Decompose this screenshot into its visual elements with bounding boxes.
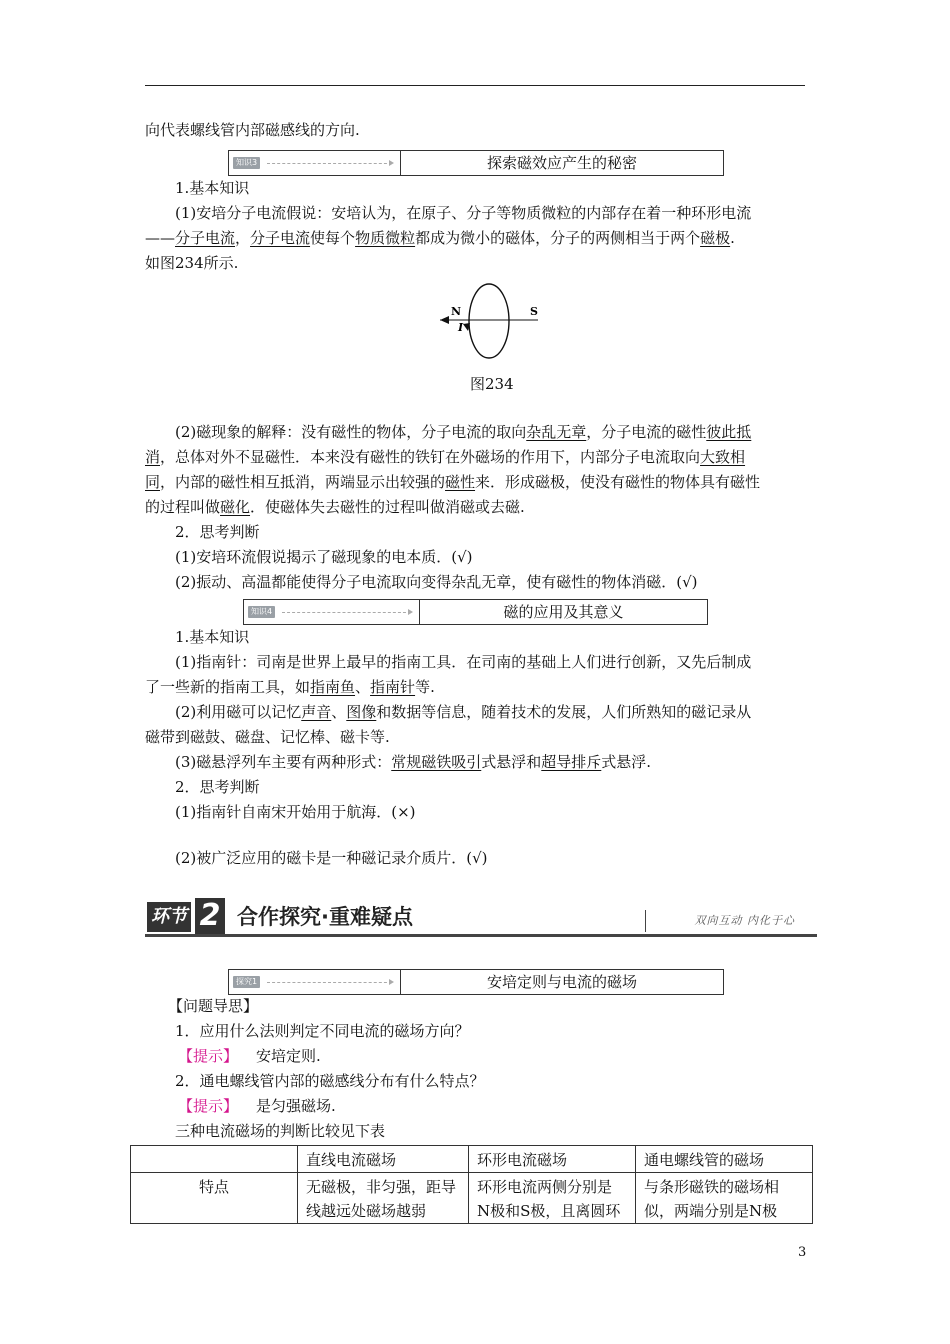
hint-label: 【提示】 bbox=[178, 1097, 239, 1115]
knowledge-box-4 bbox=[243, 599, 708, 625]
table-header-cell: 环形电流磁场 bbox=[469, 1146, 636, 1173]
page-number: 3 bbox=[798, 1245, 807, 1260]
paragraph-line bbox=[145, 677, 435, 697]
section-env-label: 环节 bbox=[147, 902, 191, 932]
answer-underline: 磁化 bbox=[220, 498, 251, 516]
section-rule bbox=[145, 934, 817, 937]
explore-box-1 bbox=[228, 969, 724, 995]
text: 式悬浮和 bbox=[481, 753, 542, 771]
knowledge-box-title: 探索磁效应产生的秘密 bbox=[486, 154, 637, 172]
answer-underline: 彼此抵 bbox=[706, 423, 752, 441]
hint-answer: 安培定则. bbox=[256, 1047, 321, 1065]
paragraph-line bbox=[175, 422, 751, 442]
paragraph-line: 磁带到磁鼓、磁盘、记忆棒、磁卡等. bbox=[145, 728, 390, 746]
text: (3)磁悬浮列车主要有两种形式： bbox=[175, 753, 392, 771]
text: (2)利用磁可以记忆 bbox=[175, 703, 302, 721]
cell-line: N极和S极，且离圆环 bbox=[477, 1202, 621, 1220]
question: 1．应用什么法则判定不同电流的磁场方向？ bbox=[175, 1022, 470, 1040]
text: 来．形成磁极，使没有磁性的物体具有磁性 bbox=[475, 473, 761, 491]
table-header-cell bbox=[131, 1146, 298, 1173]
table-header-cell: 直线电流磁场 bbox=[298, 1146, 469, 1173]
paragraph-line bbox=[145, 472, 760, 492]
table-intro: 三种电流磁场的判断比较见下表 bbox=[175, 1122, 386, 1140]
explore-box-title: 安培定则与电流的磁场 bbox=[486, 973, 637, 991]
heading-judgement: 2．思考判断 bbox=[175, 523, 260, 541]
text: —— bbox=[145, 229, 175, 247]
arrow-icon bbox=[267, 982, 392, 983]
text: ．使磁体失去磁性的过程叫做消磁或去磁. bbox=[250, 498, 525, 516]
figure-caption: 图234 bbox=[470, 375, 514, 393]
text: 式悬浮. bbox=[601, 753, 652, 771]
answer-underline: 杂乱无章 bbox=[526, 423, 587, 441]
text: 都成为微小的磁体，分子的两侧相当于两个 bbox=[415, 229, 701, 247]
hint-line bbox=[178, 1096, 336, 1116]
arrow-icon bbox=[267, 163, 392, 164]
arrow-icon bbox=[440, 316, 449, 324]
answer-underline: 分子电流 bbox=[250, 229, 311, 247]
north-label: N bbox=[451, 305, 462, 318]
knowledge-box-3 bbox=[228, 150, 724, 176]
knowledge-tag-cell bbox=[229, 151, 401, 175]
knowledge-tag-cell bbox=[244, 600, 420, 624]
cell-line: 似，两端分别是N极 bbox=[644, 1202, 778, 1220]
paragraph-line: (1)指南针：司南是世界上最早的指南工具．在司南的基础上人们进行创新，又先后制成 bbox=[175, 653, 752, 671]
paragraph-line bbox=[145, 228, 735, 248]
answer-underline: 同 bbox=[145, 473, 161, 491]
question-guide-heading: 【问题导思】 bbox=[168, 997, 259, 1015]
table-cell bbox=[298, 1173, 469, 1224]
paragraph-line: (1)安培分子电流假说：安培认为，在原子、分子等物质微粒的内部存在着一种环形电流 bbox=[175, 204, 752, 222]
answer-underline: 指南鱼 bbox=[310, 678, 356, 696]
cell-line: 无磁极，非匀强，距导 bbox=[306, 1178, 457, 1196]
table-row bbox=[131, 1173, 813, 1224]
text: (2)磁现象的解释：没有磁性的物体，分子电流的取向 bbox=[175, 423, 527, 441]
answer-underline: 磁性 bbox=[445, 473, 476, 491]
answer-underline: 分子电流 bbox=[175, 229, 236, 247]
paragraph-line bbox=[145, 447, 745, 467]
section-subtitle: 双向互动 内化于心 bbox=[694, 914, 795, 927]
comparison-table bbox=[130, 1145, 813, 1224]
knowledge-tag: 知识4 bbox=[248, 606, 275, 618]
cell-line: 环形电流两侧分别是 bbox=[477, 1178, 613, 1196]
judgement-item: (1)安培环流假说揭示了磁现象的电本质．(√) bbox=[175, 548, 473, 566]
answer-underline: 指南针 bbox=[370, 678, 416, 696]
text: 等. bbox=[415, 678, 435, 696]
text: ，内部的磁性相互抵消，两端显示出较强的 bbox=[160, 473, 446, 491]
header-rule bbox=[145, 85, 805, 86]
continued-text: 向代表螺线管内部磁感线的方向. bbox=[145, 121, 360, 139]
paragraph-line: 如图234所示. bbox=[145, 254, 239, 272]
heading-basic-knowledge: 1.基本知识 bbox=[175, 628, 250, 646]
answer-underline: 声音 bbox=[301, 703, 332, 721]
cell-line: 与条形磁铁的磁场相 bbox=[644, 1178, 780, 1196]
answer-underline: 图像 bbox=[346, 703, 377, 721]
text: 、 bbox=[331, 703, 347, 721]
current-label: I bbox=[458, 321, 464, 334]
table-row-label: 特点 bbox=[131, 1173, 298, 1224]
divider bbox=[645, 910, 646, 932]
heading-judgement: 2．思考判断 bbox=[175, 778, 260, 796]
text: 的过程叫做 bbox=[145, 498, 221, 516]
judgement-item: (2)被广泛应用的磁卡是一种磁记录介质片．(√) bbox=[175, 849, 488, 867]
section-header bbox=[145, 898, 817, 938]
answer-underline: 物质微粒 bbox=[355, 229, 416, 247]
molecular-current-figure bbox=[430, 280, 560, 362]
hint-label: 【提示】 bbox=[178, 1047, 239, 1065]
section-title: 合作探究·重难疑点 bbox=[237, 905, 413, 929]
text: ，分子电流的磁性 bbox=[586, 423, 707, 441]
answer-underline: 磁极 bbox=[700, 229, 731, 247]
table-cell bbox=[636, 1173, 813, 1224]
cell-line: 线越远处磁场越弱 bbox=[306, 1202, 427, 1220]
south-label: S bbox=[530, 305, 538, 318]
current-loop bbox=[469, 284, 509, 358]
hint-answer: 是匀强磁场. bbox=[256, 1097, 336, 1115]
text: ， bbox=[235, 229, 251, 247]
table-header-cell: 通电螺线管的磁场 bbox=[636, 1146, 813, 1173]
judgement-item: (2)振动、高温都能使得分子电流取向变得杂乱无章，使有磁性的物体消磁．(√) bbox=[175, 573, 698, 591]
answer-underline: 超导排斥 bbox=[541, 753, 602, 771]
answer-underline: 大致相 bbox=[700, 448, 746, 466]
paragraph-line bbox=[175, 752, 651, 772]
explore-tag-cell bbox=[229, 970, 401, 994]
judgement-item: (1)指南针自南宋开始用于航海．(×) bbox=[175, 803, 416, 821]
knowledge-box-title: 磁的应用及其意义 bbox=[503, 603, 624, 621]
table-header-row bbox=[131, 1146, 813, 1173]
explore-tag: 探究1 bbox=[233, 976, 260, 988]
arrow-icon bbox=[282, 612, 411, 613]
paragraph-line bbox=[175, 702, 751, 722]
section-number: 2 bbox=[195, 898, 225, 934]
question: 2．通电螺线管内部的磁感线分布有什么特点？ bbox=[175, 1072, 485, 1090]
heading-basic-knowledge: 1.基本知识 bbox=[175, 179, 250, 197]
text: 和数据等信息，随着技术的发展，人们所熟知的磁记录从 bbox=[376, 703, 752, 721]
knowledge-tag: 知识3 bbox=[233, 157, 260, 169]
paragraph-line bbox=[145, 497, 525, 517]
table-cell bbox=[469, 1173, 636, 1224]
text: ，总体对外不显磁性．本来没有磁性的铁钉在外磁场的作用下，内部分子电流取向 bbox=[160, 448, 701, 466]
text: 、 bbox=[355, 678, 371, 696]
hint-line bbox=[178, 1046, 321, 1066]
text: 了一些新的指南工具，如 bbox=[145, 678, 311, 696]
text: . bbox=[730, 229, 735, 247]
answer-underline: 消 bbox=[145, 448, 161, 466]
text: 使每个 bbox=[310, 229, 356, 247]
answer-underline: 常规磁铁吸引 bbox=[391, 753, 482, 771]
